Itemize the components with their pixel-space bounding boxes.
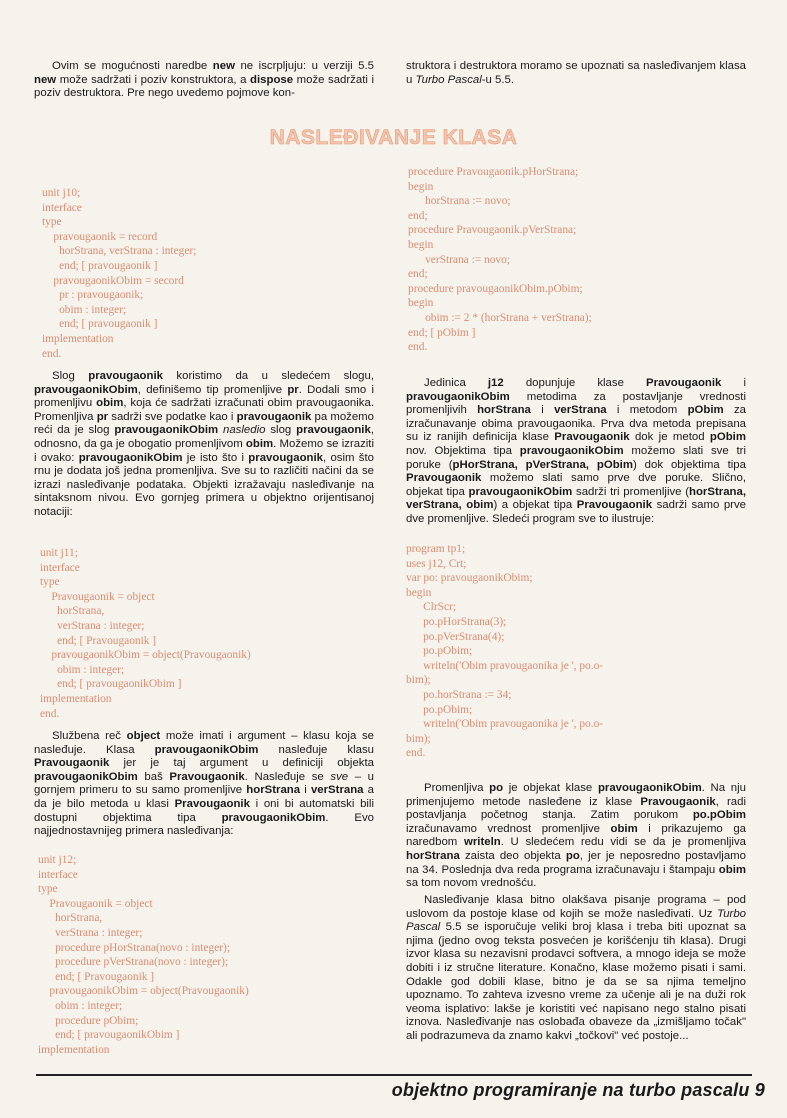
section-title: NASLEĐIVANJE KLASA [269, 126, 518, 149]
code-unit-j10: unit j10; interface type pravougaonik = record horStrana, verStrana : integer; end; [ pravougaonik ] pravougaonikObim = secord pr : pravougaonik; obim : integer; end; [ pravougaonik ] implementation end. [42, 187, 197, 360]
intro-left-column [34, 60, 374, 101]
paragraph-j12-block [406, 377, 746, 527]
code-unit-j11: unit j11; interface type Pravougaonik = object horStrana, verStrana : integer; end; [ Pravougaonik ] pravougaonikObim = object(Pravougaonik) obim : integer; end; [ pravougaonikObim ] implementation end. [40, 547, 251, 720]
paragraph-po-block [406, 782, 746, 891]
code-program-tp1: program tp1; uses j12, Crt; var po: pravougaonikObim; begin ClrScr; po.pHorStrana(3); po.pVerStrana(4); po.pObim; writeln('Obim pravougaonika je ', po.o- bim); po.horStrana := 34; po.pObim; writeln('Obim pravougaonika je ', po.o- bim); end. [406, 543, 604, 760]
intro-right-column [406, 60, 746, 87]
paragraph-object-block [34, 730, 374, 839]
paragraph-object: Službena reč object može imati i argument – klasu koja se nasleđuje. Klasa pravougaonikObim nasleđuje klasu Pravougaonik jer je taj argument u definiciji objekta pravougaonikObim baš Pravougaonik. Nasleđuje se sve – u gornjem primeru to su samo promenljive horStrana i verStrana a da je bilo metoda u klasi Pravougaonik i oni bi automatski bili dostupni objektima tipa pravougaonikObim. Evo najjednostavnijeg primera nasleđivanja: [34, 730, 374, 838]
page-footer: objektno programiranje na turbo pascalu 9 [391, 1080, 765, 1100]
paragraph-slog: Slog pravougaonik koristimo da u sledećem slogu, pravougaonikObim, definišemo tip promenljive pr. Dodali smo i promenljivu obim, koja će sadržati izračunati obim pravougaonika. Promenljiva pr sadrži sve podatke kao i pravougaonik pa možemo reći da je slog pravougaonikObim nasledio slog pravougaonik, odnosno, da ga je obogatio promenljivom obim. Možemo se izraziti i ovako: pravougaonikObim je isto što i pravougaonik, osim što rnu je dodata još jedna promenljiva. Sve su to različiti načini da se izrazi nasleđivanje podataka. Objekti izražavaju nasleđivanje na sintaksnom nivou. Evo gornjeg primera u objektno orijentisanoj notaciji: [34, 370, 375, 518]
paragraph-po: Promenljiva po je objekat klase pravougaonikObim. Na nju primenjujemo metode nasleđene iz klase Pravougaonik, radi postavljanja početnog stanja. Zatim porukom po.pObim izračunavamo vrednost promenljive obim i prikazujemo ga naredbom writeln. U sledećem redu vidi se da je promenljiva horStrana zaista deo objekta po, jer je neposredno postavljamo na 34. Poslednja dva reda programa izračunavaju i štampaju obim sa tom novom vrednošću. [406, 782, 747, 890]
intro-left-paragraph: Ovim se mogućnosti naredbe new ne iscrpljuju: u verziji 5.5 new može sadržati i poziv konstruktora, a dispose može sadržati i poziv destruktora. Pre nego uvedemo pojmove kon- [34, 60, 375, 100]
paragraph-final-block [406, 894, 746, 1044]
intro-right-paragraph: struktora i destruktora moramo se upoznati sa nasleđivanjem klasa u Turbo Pascal-u 5.5. [406, 60, 746, 86]
footer-rule [36, 1074, 752, 1076]
paragraph-final: Nasleđivanje klasa bitno olakšava pisanje programa – pod uslovom da postoje klase od kojih se može nasleđivati. Uz Turbo Pascal 5.5 se isporučuje veliki broj klasa i treba biti upoznat sa njima (jedno ovog teksta posvećen je korišćenju tih klasa). Drugi izvor klasa su nezavisni prodavci softvera, a mnogo ideja se može dobiti i iz stručne literature. Konačno, klase možemo pisati i sami. Odakle god dobili klase, bitno je da se sa njima temeljno upoznamo. To zahteva izvesno vreme za učenje ali je na duži rok veoma isplativo: lakše je koristiti već napisano nego stalno pisati iznova. Nasleđivanje nas oslobađa obaveze da „izmišljamo točak" ali podrazumeva da znamo kakvi „točkovi" već postoje... [406, 894, 746, 1042]
code-procedures: procedure Pravougaonik.pHorStrana; begin horStrana := novo; end; procedure Pravougaonik.pVerStrana; begin verStrana := novo; end; procedure pravougaonikObim.pObim; begin obim := 2 * (horStrana + verStrana); end; [ pObim ] end. [408, 166, 592, 354]
paragraph-slog-block [34, 370, 374, 520]
paragraph-j12: Jedinica j12 dopunjuje klase Pravougaonik i pravougaonikObim metodima za postavljanje vrednosti promenljivih horStrana i verStrana i metodom pObim za izračunavanje obima pravougaonika. Prva dva metoda prepisana su iz ranijih definicija klase Pravougaonik dok je metod pObim nov. Objektima tipa pravougaonikObim možemo slati sve tri poruke (pHorStrana, pVerStrana, pObim) dok objektima tipa Pravougaonik možemo slati samo prve dve poruke. Slično, objekat tipa pravougaonikObim sadrži tri promenljive (horStrana, verStrana, obim) a objekat tipa Pravougaonik sadrži samo prve dve promenljive. Sledeći program sve to ilustruje: [406, 377, 747, 525]
code-unit-j12: unit j12; interface type Pravougaonik = object horStrana, verStrana : integer; procedure pHorStrana(novo : integer); procedure pVerStrana(novo : integer); end; [ Pravougaonik ] pravougaonikObim = object(Pravougaonik) obim : integer; procedure pObim; end; [ pravougaonikObim ] implementation [38, 854, 249, 1056]
